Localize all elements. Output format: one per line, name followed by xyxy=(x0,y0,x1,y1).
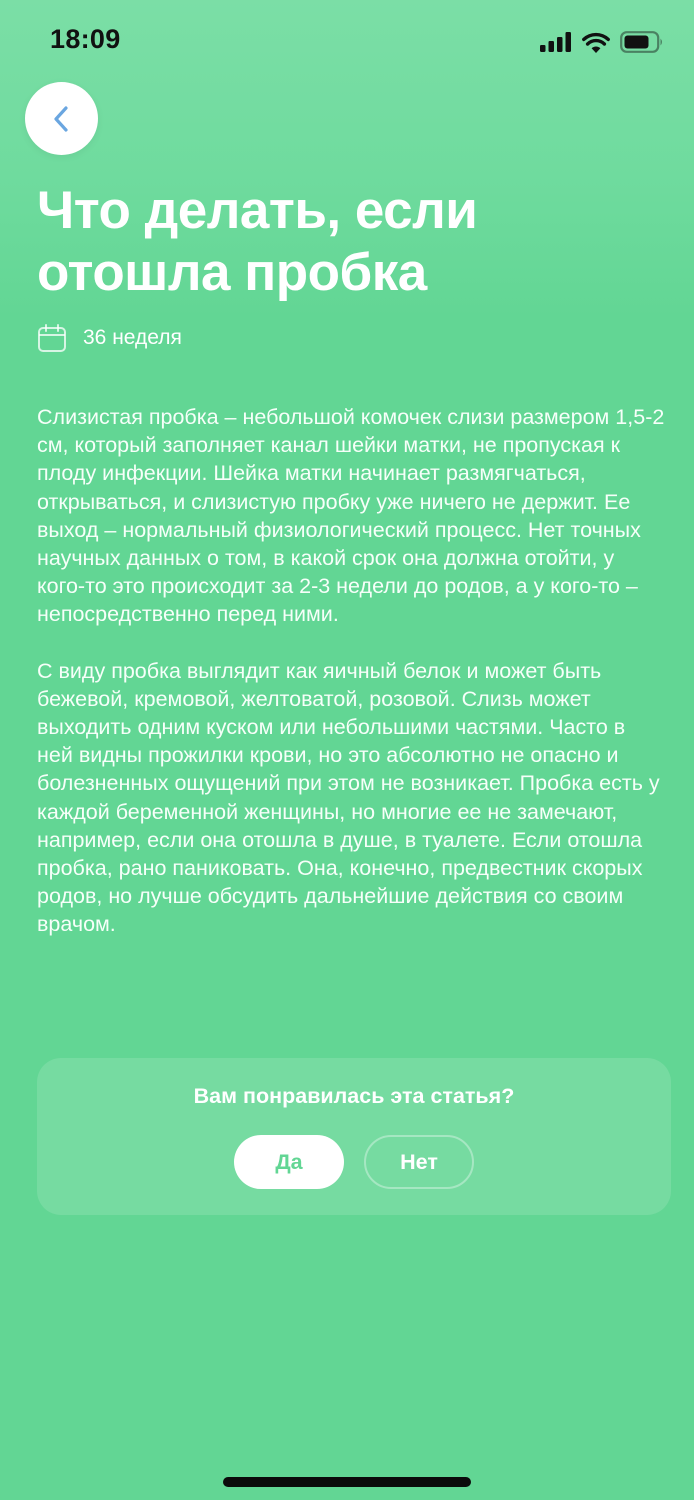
article-meta xyxy=(37,322,182,354)
status-icons xyxy=(540,28,664,56)
cellular-signal-icon xyxy=(540,32,572,52)
article-paragraph: С виду пробка выглядит как яичный белок и может быть бежевой, кремовой, желтоватой, розовой. Слизь может выходить одним куском или небольшими частями. Часто в ней видны прожилки крови, но это абсолютно не опасно и болезненных ощущений при этом не возникает. Пробка есть у каждой беременной женщины, но многие ее не замечают, например, если она отошла в душе, в туалете. Если отошла пробка, рано паниковать. Она, конечно, предвестник скорых родов, но лучше обсудить дальнейшие действия со своим врачом. xyxy=(37,658,660,937)
home-indicator xyxy=(223,1477,471,1487)
calendar-icon xyxy=(37,323,67,353)
chevron-left-icon xyxy=(51,104,73,134)
feedback-card xyxy=(37,1058,671,1215)
feedback-no-button[interactable]: Нет xyxy=(364,1135,474,1189)
feedback-question: Вам понравилась эта статья? xyxy=(193,1084,515,1108)
week-label: 36 неделя xyxy=(83,326,182,349)
article-paragraph: Слизистая пробка – небольшой комочек слизи размером 1,5-2 см, который заполняет канал шейки матки, не пропуская к плоду инфекции. Шейка матки начинает размягчаться, открываться, и слизистую пробку уже ничего не держит. Ее выход – нормальный физиологический процесс. Нет точных научных данных о том, в какой срок она должна отойти, у кого-то это происходит за 2-3 недели до родов, а у кого-то – непосредственно перед ними. xyxy=(37,405,665,627)
feedback-yes-button[interactable]: Да xyxy=(234,1135,344,1189)
back-button[interactable] xyxy=(25,82,98,155)
status-bar xyxy=(0,0,694,84)
battery-icon xyxy=(620,31,664,53)
status-time: 18:09 xyxy=(50,24,121,54)
article-body xyxy=(37,403,667,967)
page-title: Что делать, если отошла пробка xyxy=(37,181,478,302)
wifi-icon xyxy=(582,32,610,53)
